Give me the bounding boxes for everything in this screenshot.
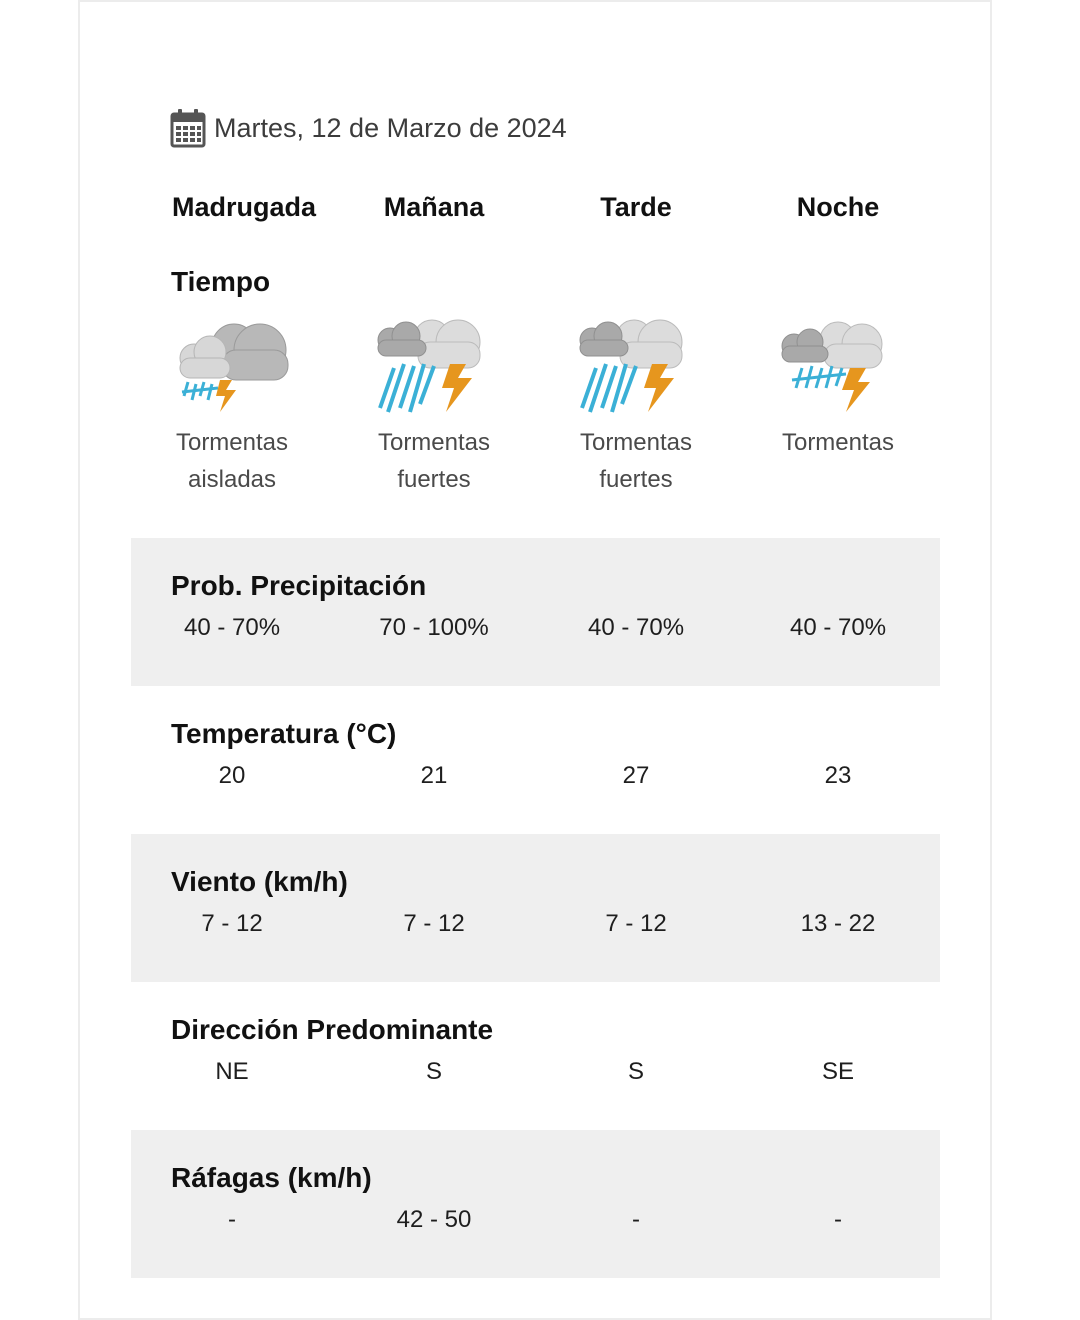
period-tarde: Tarde	[600, 192, 672, 222]
temperature-label: Temperatura (°C)	[171, 718, 397, 749]
temperature-value: 21	[420, 762, 448, 789]
condition-madrugada: Tormentas aisladas	[175, 429, 289, 493]
wind-value: 7 - 12	[201, 910, 263, 937]
gusts-row	[131, 1130, 940, 1278]
temperature-row	[131, 686, 940, 834]
direction-row	[131, 982, 940, 1130]
precipitation-value: 40 - 70%	[789, 614, 887, 641]
strong-thunderstorms-icon	[576, 308, 696, 420]
temperature-value: 27	[622, 762, 650, 789]
wind-value: 13 - 22	[800, 910, 876, 937]
gusts-value: 42 - 50	[396, 1206, 472, 1233]
direction-value: S	[425, 1058, 443, 1085]
gusts-value: -	[632, 1206, 640, 1233]
condition-tarde: Tormentas fuertes	[579, 429, 693, 493]
temperature-value: 20	[218, 762, 246, 789]
condition-noche: Tormentas	[781, 429, 895, 456]
period-headers	[0, 192, 1080, 232]
wind-row	[131, 834, 940, 982]
gusts-value: -	[834, 1206, 842, 1233]
precipitation-value: 40 - 70%	[587, 614, 685, 641]
strong-thunderstorms-icon	[374, 308, 494, 420]
wind-value: 7 - 12	[605, 910, 667, 937]
period-noche: Noche	[796, 192, 880, 222]
date-header	[170, 104, 567, 152]
gusts-label: Ráfagas (km/h)	[171, 1162, 372, 1193]
wind-value: 7 - 12	[403, 910, 465, 937]
direction-label: Dirección Predominante	[171, 1014, 494, 1045]
period-madrugada: Madrugada	[171, 192, 317, 222]
condition-manana: Tormentas fuertes	[377, 429, 491, 493]
temperature-value: 23	[824, 762, 852, 789]
wind-label: Viento (km/h)	[171, 866, 348, 897]
gusts-value: -	[228, 1206, 236, 1233]
precipitation-value: 70 - 100%	[379, 614, 489, 641]
direction-value: S	[627, 1058, 645, 1085]
period-manana: Mañana	[383, 192, 485, 222]
thunderstorms-icon	[778, 308, 898, 420]
weather-label: Tiempo	[171, 266, 271, 297]
direction-value: SE	[821, 1058, 855, 1085]
precipitation-label: Prob. Precipitación	[171, 570, 427, 601]
calendar-icon	[170, 108, 206, 148]
date-text: Martes, 12 de Marzo de 2024	[214, 112, 567, 143]
direction-value: NE	[215, 1058, 249, 1085]
precipitation-row	[131, 538, 940, 686]
isolated-thunderstorms-icon	[172, 308, 292, 420]
precipitation-value: 40 - 70%	[183, 614, 281, 641]
